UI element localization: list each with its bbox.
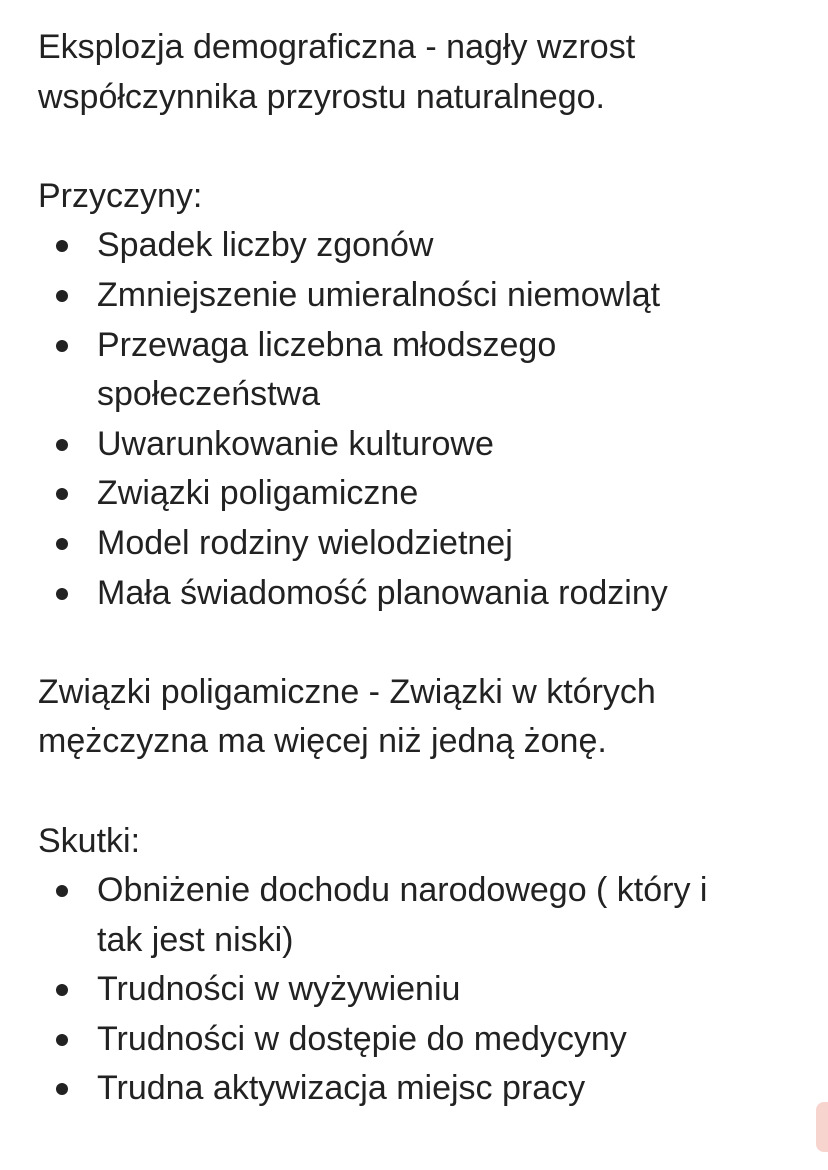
definition-text: - nagły wzrost (415, 28, 636, 66)
list-item-text: Trudności w dostępie do medycyny (97, 1019, 627, 1058)
bullet-icon (56, 1034, 68, 1046)
bullet-icon (56, 984, 68, 996)
definition-line (38, 668, 828, 718)
definition-line-2: mężczyzna ma więcej niż jedną żonę. (38, 722, 607, 761)
list-item-text: Obniżenie dochodu narodowego ( który i (97, 871, 708, 910)
note-page (38, 23, 828, 1114)
list-item (38, 519, 828, 569)
list-item (38, 1015, 828, 1065)
bullet-icon (56, 885, 68, 897)
list-item-text: Trudności w wyżywieniu (97, 970, 461, 1009)
bullet-icon (56, 240, 68, 252)
list-item-text: Mała świadomość planowania rodziny (97, 573, 668, 612)
list-item-text: Trudna aktywizacja miejsc pracy (97, 1069, 586, 1108)
list-item-continuation: tak jest niski) (97, 920, 294, 959)
bullet-icon (56, 1083, 68, 1095)
highlighted-term: Eksplozja demograficzna (38, 23, 416, 73)
list-item-text: Spadek liczby zgonów (97, 226, 434, 265)
list-item (38, 965, 828, 1015)
list-item (38, 866, 828, 916)
list-item (38, 271, 828, 321)
bullet-icon (56, 538, 68, 550)
definition-text: - Związki w których (359, 672, 656, 711)
causes-heading (38, 172, 828, 222)
effects-heading (38, 817, 828, 867)
list-item (38, 221, 828, 271)
list-item (38, 569, 828, 619)
definition-line-2: współczynnika przyrostu naturalnego. (38, 77, 605, 116)
bullet-icon (56, 290, 68, 302)
list-item-text: Związki poligamiczne (97, 474, 419, 513)
effects-heading-text: Skutki: (38, 817, 140, 867)
list-item (38, 420, 828, 470)
list-item-text: Uwarunkowanie kulturowe (97, 424, 494, 463)
bullet-icon (56, 340, 68, 352)
list-item (38, 1064, 828, 1114)
list-item-continuation: społeczeństwa (97, 375, 321, 414)
list-item (38, 469, 828, 519)
list-item-text: Zmniejszenie umieralności niemowląt (97, 275, 661, 314)
list-item (38, 321, 828, 371)
definition-line (38, 23, 828, 73)
bullet-icon (56, 588, 68, 600)
list-item-text: Model rodziny wielodzietnej (97, 523, 513, 562)
highlight-mark (816, 1102, 828, 1152)
highlighted-term: Związki poligamiczne (38, 668, 359, 718)
bullet-icon (56, 439, 68, 451)
list-item-text: Przewaga liczebna młodszego (97, 325, 557, 364)
bullet-icon (56, 488, 68, 500)
causes-heading-text: Przyczyny: (38, 172, 202, 222)
